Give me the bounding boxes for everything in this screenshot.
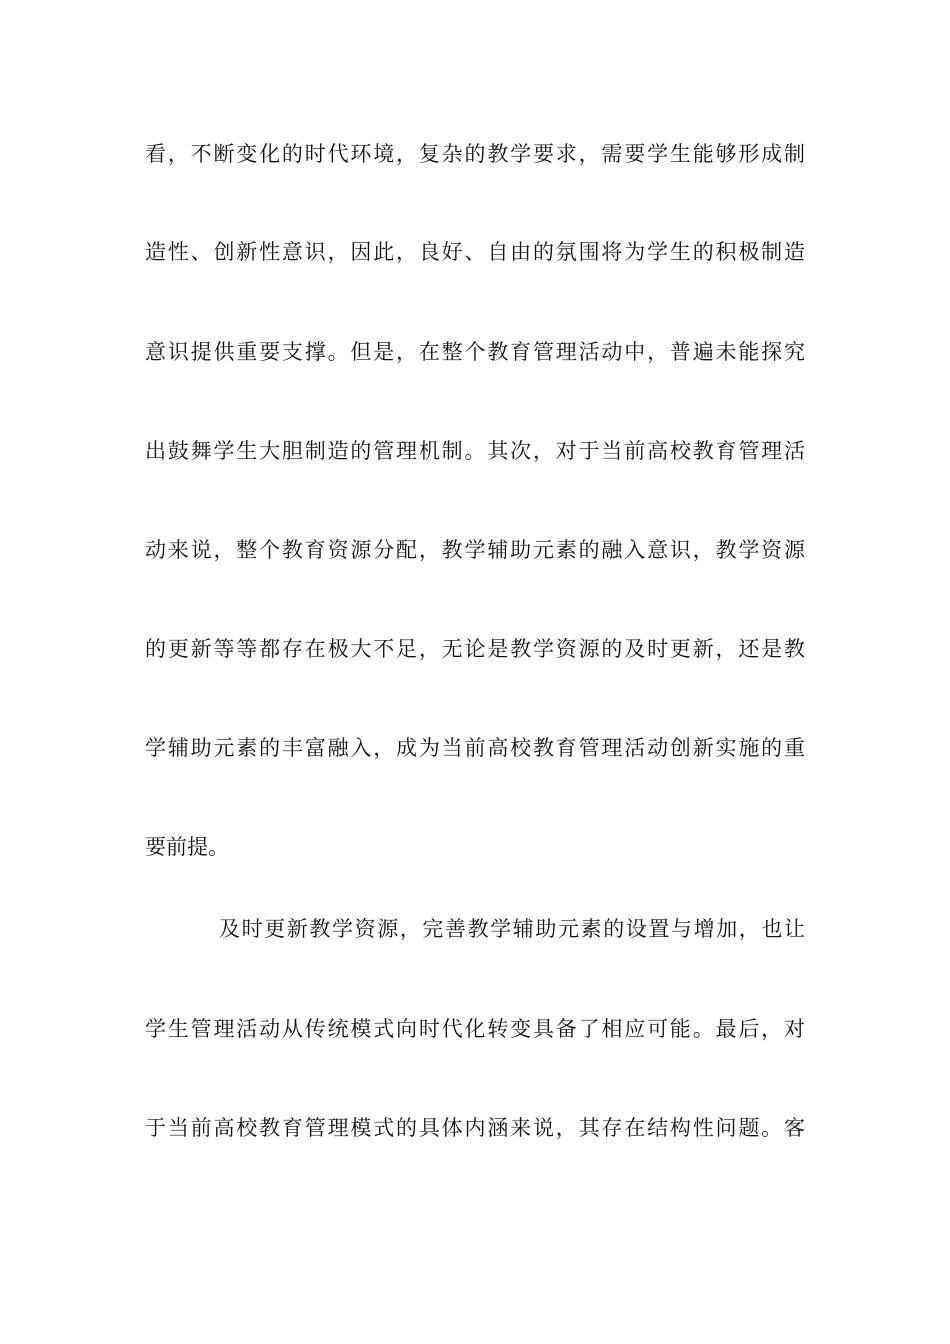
- text-line: 的更新等等都存在极大不足，无论是教学资源的及时更新，还是教: [145, 637, 805, 661]
- text-line: 意识提供重要支撑。但是，在整个教育管理活动中，普遍未能探究: [145, 340, 805, 364]
- text-line: 于当前高校教育管理模式的具体内涵来说，其存在结构性问题。客: [145, 1116, 805, 1140]
- text-line: 要前提。: [145, 835, 229, 859]
- text-line: 出鼓舞学生大胆制造的管理机制。其次，对于当前高校教育管理活: [145, 439, 805, 463]
- text-line: 及时更新教学资源，完善教学辅助元素的设置与增加，也让: [219, 917, 805, 941]
- text-line: 看，不断变化的时代环境，复杂的教学要求，需要学生能够形成制: [145, 142, 805, 166]
- text-line: 造性、创新性意识，因此，良好、自由的氛围将为学生的积极制造: [145, 240, 805, 264]
- text-line: 学生管理活动从传统模式向时代化转变具备了相应可能。最后，对: [145, 1017, 805, 1041]
- text-line: 学辅助元素的丰富融入，成为当前高校教育管理活动创新实施的重: [145, 736, 805, 760]
- text-line: 动来说，整个教育资源分配，教学辅助元素的融入意识，教学资源: [145, 538, 805, 562]
